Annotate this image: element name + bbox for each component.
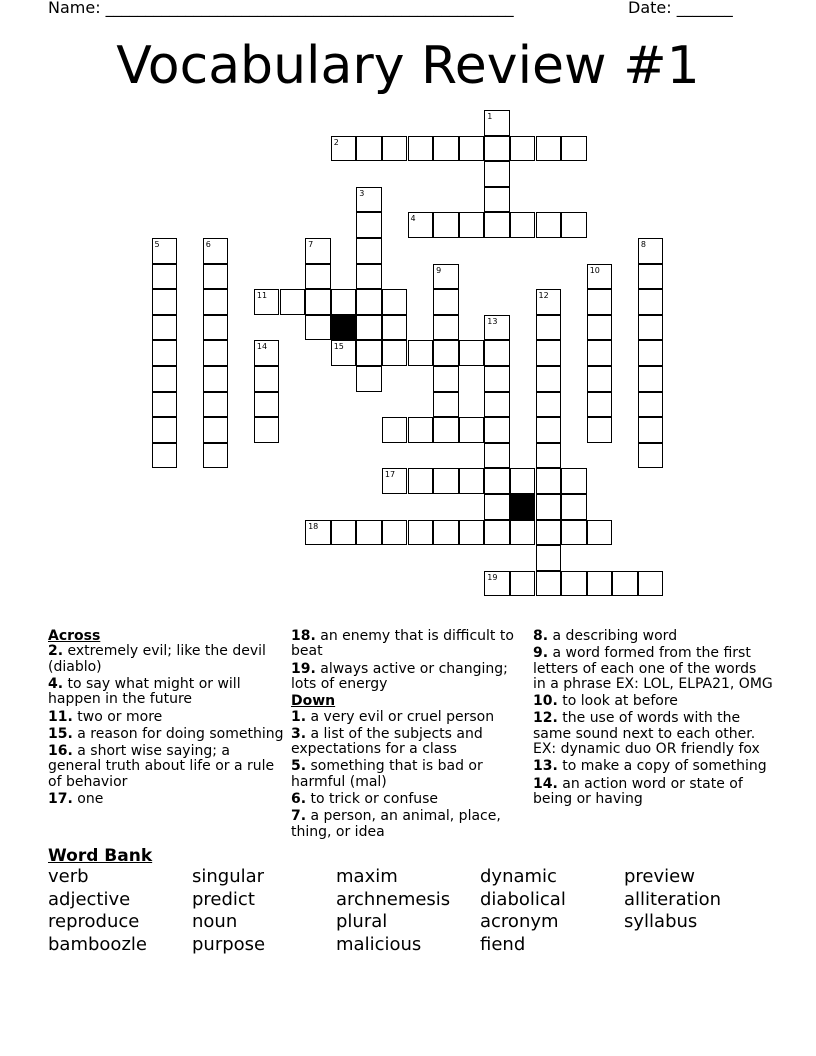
word-bank-item: preview bbox=[624, 866, 695, 887]
crossword-cell[interactable] bbox=[561, 571, 587, 597]
crossword-cell[interactable] bbox=[484, 136, 510, 162]
crossword-cell[interactable] bbox=[356, 264, 382, 290]
clue-number: 4 bbox=[410, 214, 416, 224]
crossword-cell[interactable] bbox=[587, 366, 613, 392]
clue-text: an action word or state of being or having bbox=[533, 775, 743, 808]
clue-text: a describing word bbox=[548, 628, 678, 644]
clue-text: to look at before bbox=[557, 693, 678, 710]
clue-text: to make a copy of something bbox=[557, 758, 767, 775]
clue-number: 12. bbox=[533, 710, 558, 727]
clue-item bbox=[291, 662, 527, 693]
crossword-cell[interactable] bbox=[638, 366, 664, 392]
crossword-cell[interactable] bbox=[356, 212, 382, 238]
word-bank-item: reproduce bbox=[48, 911, 140, 933]
crossword-cell[interactable] bbox=[638, 443, 664, 469]
clue-number: 2. bbox=[48, 643, 64, 660]
clue-number: 1 bbox=[487, 112, 493, 121]
clue-number: 15 bbox=[333, 342, 344, 352]
word-bank-item: purpose bbox=[192, 934, 266, 956]
word-bank-item: singular bbox=[192, 866, 265, 887]
clue-number: 14 bbox=[256, 342, 268, 352]
crossword-cell[interactable] bbox=[536, 494, 562, 520]
word-bank-item: noun bbox=[192, 911, 238, 933]
word-bank-item: syllabus bbox=[624, 911, 698, 933]
clue-text: an enemy that is difficult to beat bbox=[291, 628, 514, 660]
crossword-cell[interactable] bbox=[356, 187, 382, 213]
crossword-cell[interactable] bbox=[408, 520, 434, 546]
crossword-cell[interactable] bbox=[536, 443, 562, 469]
clue-item bbox=[48, 727, 284, 742]
crossword-cell[interactable] bbox=[510, 136, 536, 162]
clue-number: 12 bbox=[538, 291, 549, 301]
crossword-cell[interactable] bbox=[459, 417, 485, 443]
crossword-cell[interactable] bbox=[510, 212, 536, 238]
crossword-cell[interactable] bbox=[459, 520, 485, 546]
clue-text: a very evil or cruel person bbox=[306, 708, 495, 725]
clue-text: a person, an animal, place, thing, or idea bbox=[291, 808, 501, 840]
crossword-cell[interactable] bbox=[638, 417, 664, 443]
crossword-cell[interactable] bbox=[280, 289, 306, 315]
clue-text: a short wise saying; a general truth about life or a rule of behavior bbox=[48, 743, 275, 790]
crossword-cell[interactable] bbox=[152, 289, 178, 315]
crossword-cell[interactable] bbox=[536, 340, 562, 366]
crossword-cell[interactable] bbox=[382, 520, 408, 546]
crossword-cell[interactable] bbox=[484, 366, 510, 392]
crossword-cell[interactable] bbox=[484, 212, 510, 238]
crossword-cell[interactable] bbox=[587, 571, 613, 597]
word-bank-item: adjective bbox=[48, 888, 131, 910]
clue-text: something that is bad or harmful (mal) bbox=[291, 758, 483, 790]
crossword-cell[interactable] bbox=[305, 238, 331, 264]
clue-number: 15. bbox=[48, 725, 73, 742]
crossword-cell[interactable] bbox=[152, 417, 178, 443]
crossword-cell[interactable] bbox=[382, 136, 408, 162]
crossword-cell[interactable] bbox=[484, 110, 510, 136]
crossword-cell[interactable] bbox=[382, 289, 408, 315]
clue-item bbox=[291, 759, 527, 790]
crossword-cell[interactable] bbox=[561, 468, 587, 494]
crossword-cell[interactable] bbox=[638, 264, 664, 290]
clue-item bbox=[291, 792, 527, 807]
word-bank-item: archnemesis bbox=[336, 888, 451, 910]
word-bank-item: alliteration bbox=[624, 888, 722, 910]
crossword-cell[interactable] bbox=[433, 392, 459, 418]
crossword-cell[interactable] bbox=[561, 494, 587, 520]
word-bank-item: predict bbox=[192, 888, 255, 910]
crossword-cell[interactable] bbox=[203, 264, 229, 290]
crossword-cell[interactable] bbox=[331, 289, 357, 315]
crossword-cell[interactable] bbox=[536, 468, 562, 494]
clue-item bbox=[533, 646, 773, 692]
crossword-cell[interactable] bbox=[638, 571, 664, 597]
clue-item bbox=[291, 809, 527, 840]
clue-number: 19. bbox=[291, 660, 316, 677]
crossword-cell[interactable] bbox=[510, 520, 536, 546]
crossword-cell[interactable] bbox=[152, 392, 178, 418]
crossword-cell[interactable] bbox=[408, 136, 434, 162]
crossword-cell[interactable] bbox=[536, 571, 562, 597]
crossword-cell[interactable] bbox=[203, 443, 229, 469]
crossword-cell[interactable] bbox=[484, 468, 510, 494]
crossword-cell[interactable] bbox=[638, 340, 664, 366]
crossword-cell[interactable] bbox=[254, 392, 280, 418]
crossword-cell[interactable] bbox=[203, 238, 229, 264]
word-bank-item: dynamic bbox=[480, 866, 557, 887]
clue-text: a reason for doing something bbox=[72, 725, 284, 742]
crossword-cell[interactable] bbox=[561, 136, 587, 162]
crossword-cell[interactable] bbox=[331, 340, 357, 366]
word-bank-item: diabolical bbox=[480, 888, 566, 910]
word-bank-item: maxim bbox=[336, 866, 398, 887]
crossword-cell[interactable] bbox=[587, 289, 613, 315]
crossword-cell[interactable] bbox=[433, 212, 459, 238]
word-bank-title: Word Bank bbox=[48, 846, 153, 866]
crossword-cell[interactable] bbox=[356, 366, 382, 392]
crossword-cell[interactable] bbox=[433, 520, 459, 546]
crossword-cell[interactable] bbox=[484, 392, 510, 418]
clue-number: 17. bbox=[48, 791, 73, 808]
crossword-cell[interactable] bbox=[203, 366, 229, 392]
blocked-cell bbox=[331, 315, 357, 341]
name-field-label: Name: ___________________________________________________ bbox=[48, 0, 514, 17]
word-bank-item: fiend bbox=[480, 934, 526, 956]
crossword-cell[interactable] bbox=[612, 571, 638, 597]
crossword-cell[interactable] bbox=[587, 264, 613, 290]
crossword-cell[interactable] bbox=[433, 264, 459, 290]
clue-number: 18 bbox=[308, 521, 319, 531]
date-field-label: Date: _______ bbox=[628, 0, 733, 17]
crossword-cell[interactable] bbox=[305, 315, 331, 341]
crossword-cell[interactable] bbox=[408, 340, 434, 366]
clue-number: 9. bbox=[533, 645, 549, 662]
crossword-cell[interactable] bbox=[152, 366, 178, 392]
word-bank-item: plural bbox=[336, 911, 388, 933]
crossword-cell[interactable] bbox=[484, 161, 510, 187]
clue-item bbox=[533, 777, 773, 808]
clue-item bbox=[48, 792, 284, 807]
crossword-cell[interactable] bbox=[382, 315, 408, 341]
clue-text: one bbox=[72, 791, 104, 808]
crossword-cell[interactable] bbox=[484, 494, 510, 520]
clue-number: 6. bbox=[291, 791, 307, 808]
crossword-cell[interactable] bbox=[484, 187, 510, 213]
clue-text: to trick or confuse bbox=[306, 791, 439, 808]
clue-number: 19 bbox=[487, 572, 498, 582]
crossword-cell[interactable] bbox=[305, 264, 331, 290]
clue-number: 17 bbox=[384, 470, 396, 480]
page-title: Vocabulary Review #1 bbox=[116, 36, 700, 96]
word-bank-item: malicious bbox=[336, 934, 422, 956]
crossword-cell[interactable] bbox=[561, 520, 587, 546]
crossword-cell[interactable] bbox=[433, 340, 459, 366]
clue-number: 16. bbox=[48, 743, 73, 760]
clue-number: 2 bbox=[333, 137, 339, 147]
clue-number: 11. bbox=[48, 708, 73, 725]
crossword-cell[interactable] bbox=[433, 289, 459, 315]
crossword-cell[interactable] bbox=[587, 315, 613, 341]
crossword-cell[interactable] bbox=[484, 417, 510, 443]
crossword-cell[interactable] bbox=[152, 340, 178, 366]
crossword-cell[interactable] bbox=[203, 289, 229, 315]
clue-item bbox=[291, 710, 527, 725]
crossword-cell[interactable] bbox=[408, 468, 434, 494]
crossword-cell[interactable] bbox=[587, 392, 613, 418]
clue-number: 6 bbox=[205, 240, 211, 249]
clue-number: 3 bbox=[359, 188, 365, 198]
crossword-cell[interactable] bbox=[152, 238, 178, 264]
clue-item bbox=[48, 644, 284, 675]
clue-number: 7 bbox=[308, 240, 314, 249]
crossword-cell[interactable] bbox=[587, 520, 613, 546]
crossword-cell[interactable] bbox=[536, 212, 562, 238]
crossword-cell[interactable] bbox=[356, 520, 382, 546]
clue-item bbox=[533, 759, 773, 774]
crossword-cell[interactable] bbox=[356, 136, 382, 162]
clue-number: 8 bbox=[640, 240, 646, 249]
word-bank-item: bamboozle bbox=[48, 934, 147, 956]
crossword-cell[interactable] bbox=[254, 289, 280, 315]
crossword-cell[interactable] bbox=[433, 468, 459, 494]
clue-number: 1. bbox=[291, 708, 307, 725]
crossword-cell[interactable] bbox=[203, 417, 229, 443]
crossword-cell[interactable] bbox=[536, 392, 562, 418]
crossword-cell[interactable] bbox=[408, 212, 434, 238]
crossword-cell[interactable] bbox=[638, 392, 664, 418]
crossword-cell[interactable] bbox=[356, 238, 382, 264]
clue-item bbox=[533, 694, 773, 709]
crossword-cell[interactable] bbox=[433, 136, 459, 162]
crossword-cell[interactable] bbox=[203, 392, 229, 418]
crossword-cell[interactable] bbox=[459, 468, 485, 494]
clue-number: 9 bbox=[436, 265, 442, 275]
clues-column-1 bbox=[48, 629, 284, 809]
crossword-cell[interactable] bbox=[356, 315, 382, 341]
clue-number: 14. bbox=[533, 775, 558, 792]
crossword-cell[interactable] bbox=[254, 366, 280, 392]
clue-item bbox=[48, 710, 284, 725]
clue-text: to say what might or will happen in the future bbox=[48, 676, 241, 708]
clue-number: 13 bbox=[487, 316, 498, 326]
crossword-cell[interactable] bbox=[510, 571, 536, 597]
crossword-cell[interactable] bbox=[152, 315, 178, 341]
crossword-cell[interactable] bbox=[331, 520, 357, 546]
clue-number: 3. bbox=[291, 725, 307, 742]
clue-text: always active or changing; lots of energy bbox=[291, 660, 508, 693]
across-heading: Across bbox=[48, 628, 101, 644]
crossword-cell[interactable] bbox=[484, 340, 510, 366]
clue-number: 8. bbox=[533, 628, 549, 644]
clue-text: the use of words with the same sound next to each other. EX: dynamic duo OR friendly fox bbox=[533, 710, 760, 758]
crossword-cell[interactable] bbox=[484, 520, 510, 546]
crossword-cell[interactable] bbox=[152, 264, 178, 290]
crossword-cell[interactable] bbox=[305, 289, 331, 315]
crossword-cell[interactable] bbox=[638, 238, 664, 264]
clue-number: 13. bbox=[533, 758, 558, 775]
clue-number: 10 bbox=[589, 265, 600, 275]
down-heading: Down bbox=[291, 693, 336, 710]
blocked-cell bbox=[510, 494, 536, 520]
clues-column-2 bbox=[291, 629, 527, 842]
crossword-cell[interactable] bbox=[587, 417, 613, 443]
clue-text: a word formed from the first letters of each one of the words in a phrase EX: LOL, ELPA21, OMG bbox=[533, 645, 773, 693]
crossword-cell[interactable] bbox=[536, 417, 562, 443]
clue-text: extremely evil; like the devil (diablo) bbox=[48, 643, 266, 675]
crossword-cell[interactable] bbox=[331, 136, 357, 162]
clue-text: two or more bbox=[72, 708, 163, 725]
clue-number: 5 bbox=[154, 240, 160, 249]
crossword-cell[interactable] bbox=[433, 315, 459, 341]
crossword-cell[interactable] bbox=[305, 520, 331, 546]
crossword-cell[interactable] bbox=[484, 443, 510, 469]
crossword-cell[interactable] bbox=[587, 340, 613, 366]
crossword-cell[interactable] bbox=[433, 417, 459, 443]
crossword-cell[interactable] bbox=[638, 315, 664, 341]
clue-item bbox=[48, 744, 284, 790]
crossword-cell[interactable] bbox=[382, 340, 408, 366]
crossword-cell[interactable] bbox=[459, 340, 485, 366]
clue-item bbox=[291, 727, 527, 758]
crossword-cell[interactable] bbox=[536, 136, 562, 162]
clue-item bbox=[291, 629, 527, 660]
crossword-cell[interactable] bbox=[152, 443, 178, 469]
clue-item bbox=[533, 711, 773, 757]
clue-number: 11 bbox=[256, 291, 268, 301]
crossword-cell[interactable] bbox=[484, 315, 510, 341]
crossword-cell[interactable] bbox=[536, 366, 562, 392]
crossword-cell[interactable] bbox=[536, 545, 562, 571]
crossword-cell[interactable] bbox=[203, 315, 229, 341]
crossword-cell[interactable] bbox=[254, 340, 280, 366]
crossword-cell[interactable] bbox=[536, 315, 562, 341]
crossword-cell[interactable] bbox=[203, 340, 229, 366]
crossword-cell[interactable] bbox=[382, 417, 408, 443]
crossword-cell[interactable] bbox=[408, 417, 434, 443]
crossword-cell[interactable] bbox=[536, 520, 562, 546]
clue-item bbox=[533, 629, 773, 644]
crossword-cell[interactable] bbox=[356, 289, 382, 315]
clue-number: 7. bbox=[291, 808, 307, 825]
clues-column-3 bbox=[533, 629, 773, 809]
clue-number: 10. bbox=[533, 693, 558, 710]
clue-item bbox=[48, 677, 284, 708]
crossword-cell[interactable] bbox=[459, 136, 485, 162]
crossword-cell[interactable] bbox=[382, 468, 408, 494]
clue-number: 4. bbox=[48, 676, 64, 693]
clue-number: 5. bbox=[291, 758, 307, 775]
clue-text: a list of the subjects and expectations for a class bbox=[291, 725, 483, 758]
crossword-cell[interactable] bbox=[484, 571, 510, 597]
crossword-cell[interactable] bbox=[638, 289, 664, 315]
crossword-cell[interactable] bbox=[433, 366, 459, 392]
word-bank-item: acronym bbox=[480, 911, 559, 933]
crossword-cell[interactable] bbox=[536, 289, 562, 315]
crossword-cell[interactable] bbox=[561, 212, 587, 238]
crossword-cell[interactable] bbox=[510, 468, 536, 494]
crossword-cell[interactable] bbox=[254, 417, 280, 443]
word-bank-item: verb bbox=[48, 866, 89, 887]
crossword-cell[interactable] bbox=[356, 340, 382, 366]
clue-number: 18. bbox=[291, 628, 316, 644]
crossword-cell[interactable] bbox=[459, 212, 485, 238]
